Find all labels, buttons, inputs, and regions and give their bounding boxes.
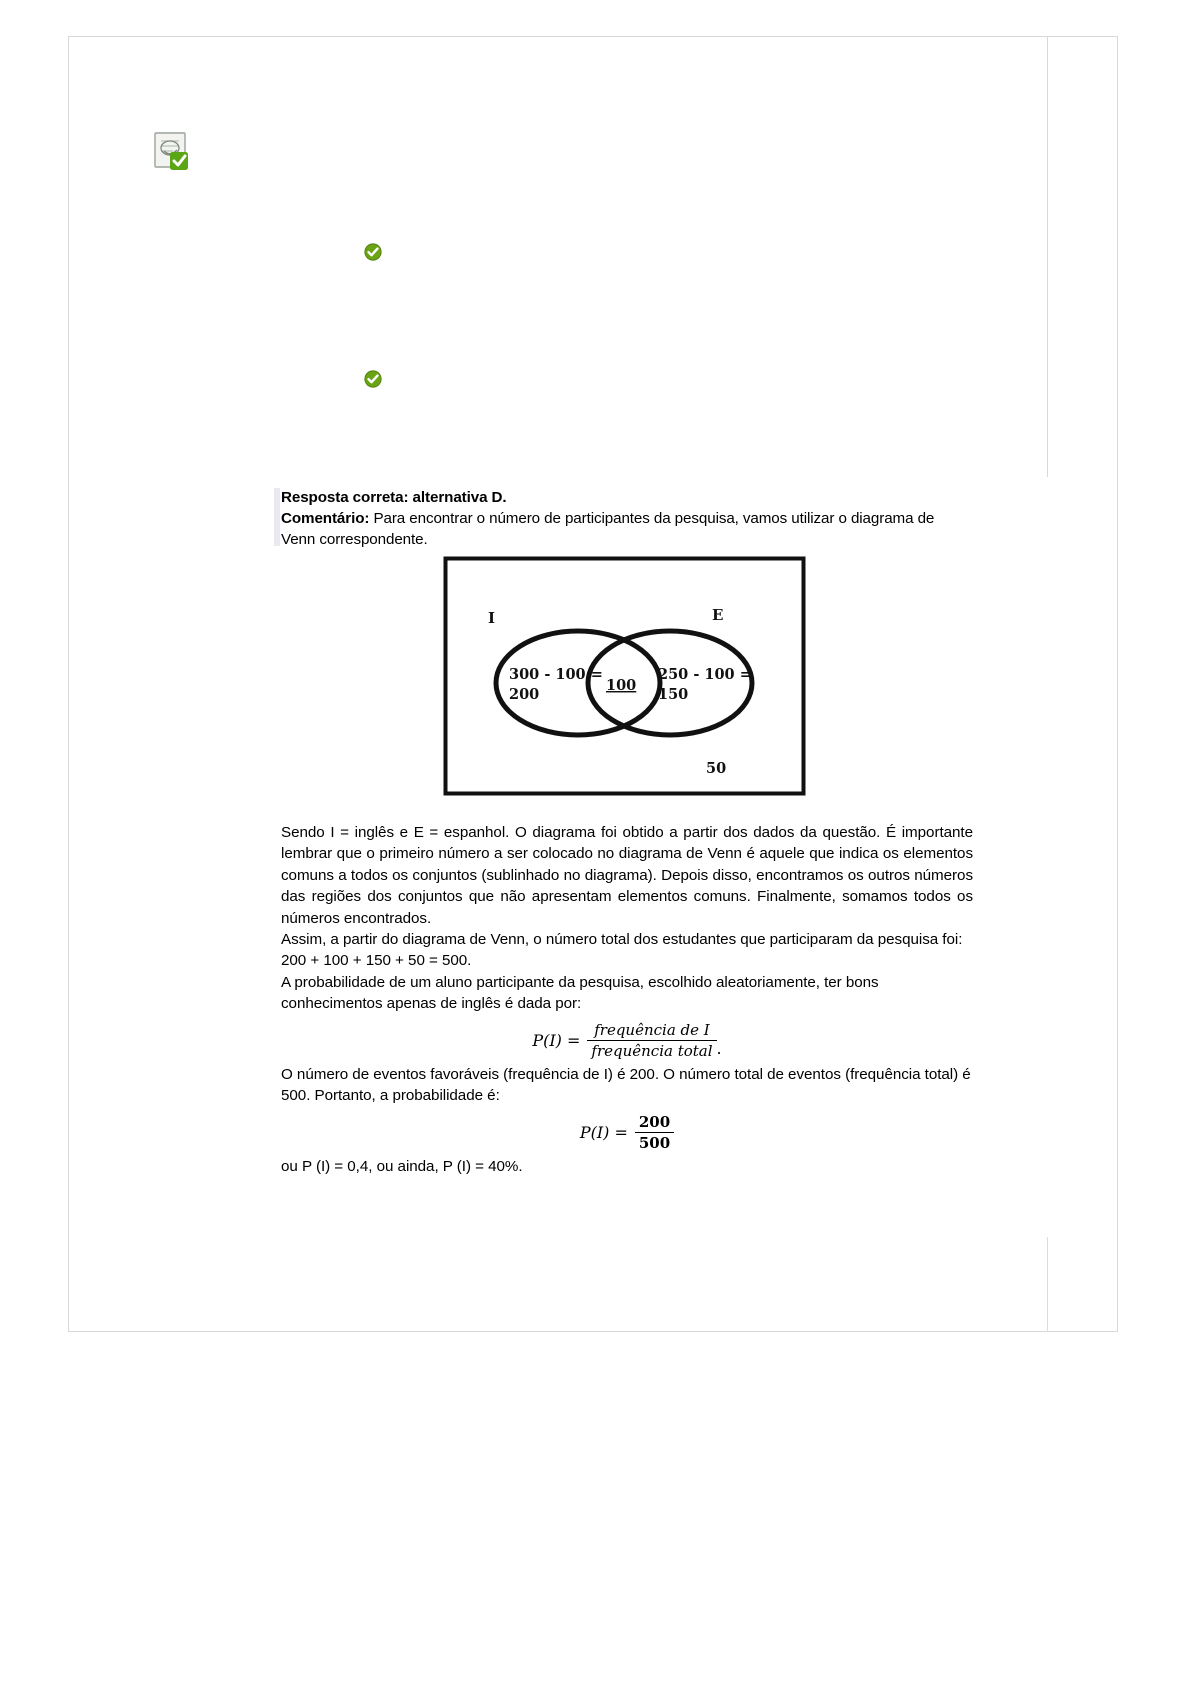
probability-formula-1 bbox=[281, 1021, 973, 1060]
explanation-body bbox=[281, 822, 973, 1178]
sum-line: 200 + 100 + 150 + 50 = 500. bbox=[281, 952, 472, 970]
comment-text: Para encontrar o número de participantes da pesquisa, vamos utilizar o diagrama de Venn correspondente. bbox=[281, 510, 935, 548]
venn-diagram-figure bbox=[443, 556, 806, 796]
comment-line bbox=[281, 508, 971, 550]
formula-2-fraction bbox=[635, 1113, 674, 1152]
venn-left-only-line1: 300 - 100 = bbox=[509, 666, 603, 683]
explanation-paragraph-2: Assim, a partir do diagrama de Venn, o número total dos estudantes que participaram da pesquisa foi: bbox=[281, 931, 963, 949]
correct-answer-check-icon-2 bbox=[364, 370, 382, 388]
explanation-paragraph-1: Sendo I = inglês e E = espanhol. O diagrama foi obtido a partir dos dados da questão. É importante lembrar que o primeiro número a ser colocado no diagrama de Venn é aquele que indica os elementos comuns a todos os conjuntos (sublinhado no diagrama). Depois disso, encontramos os outros números das regiões dos conjuntos que não apresentam elementos comuns. Finalmente, somamos todos os números encontrados. bbox=[281, 824, 973, 927]
formula-2-numerator: 200 bbox=[638, 1112, 671, 1131]
comment-label: Comentário: bbox=[281, 510, 370, 527]
venn-right-only-line2: 150 bbox=[658, 686, 689, 703]
formula-1-lhs: P(I) = bbox=[532, 1030, 581, 1050]
explanation-paragraph-4: O número de eventos favoráveis (frequência de I) é 200. O número total de eventos (frequência total) é 500. Portanto, a probabilidade é: bbox=[281, 1066, 971, 1105]
venn-outside-value: 50 bbox=[706, 760, 727, 777]
formula-1-fraction bbox=[587, 1021, 716, 1060]
venn-right-only-line1: 250 - 100 = bbox=[658, 666, 752, 683]
venn-set-e-label: E bbox=[712, 606, 724, 624]
final-result-line: ou P (I) = 0,4, ou ainda, P (I) = 40%. bbox=[281, 1158, 523, 1176]
page-column-rule bbox=[1047, 37, 1048, 477]
venn-set-i-label: I bbox=[488, 609, 496, 627]
explanation-paragraph-3: A probabilidade de um aluno participante da pesquisa, escolhido aleatoriamente, ter bons conhecimentos apenas de inglês é dada por: bbox=[281, 973, 879, 1013]
venn-left-only-line2: 200 bbox=[509, 686, 540, 703]
document-check-icon bbox=[152, 131, 194, 173]
correct-answer-line bbox=[281, 487, 971, 508]
venn-diagram-svg bbox=[443, 556, 806, 796]
formula-2-lhs: P(I) = bbox=[579, 1123, 628, 1143]
probability-formula-2 bbox=[281, 1113, 973, 1152]
formula-2-denominator: 500 bbox=[638, 1134, 671, 1153]
feedback-accent-bar bbox=[274, 488, 280, 546]
formula-1-denominator: frequência total bbox=[591, 1042, 713, 1061]
formula-1-numerator: frequência de I bbox=[594, 1020, 710, 1039]
correct-answer-label: Resposta correta: alternativa D. bbox=[281, 489, 507, 506]
formula-1-tail: . bbox=[716, 1039, 722, 1059]
venn-intersection-value: 100 bbox=[606, 677, 637, 694]
feedback-block bbox=[281, 487, 971, 550]
correct-answer-check-icon-1 bbox=[364, 243, 382, 261]
page-column-rule-lower bbox=[1047, 1237, 1048, 1331]
